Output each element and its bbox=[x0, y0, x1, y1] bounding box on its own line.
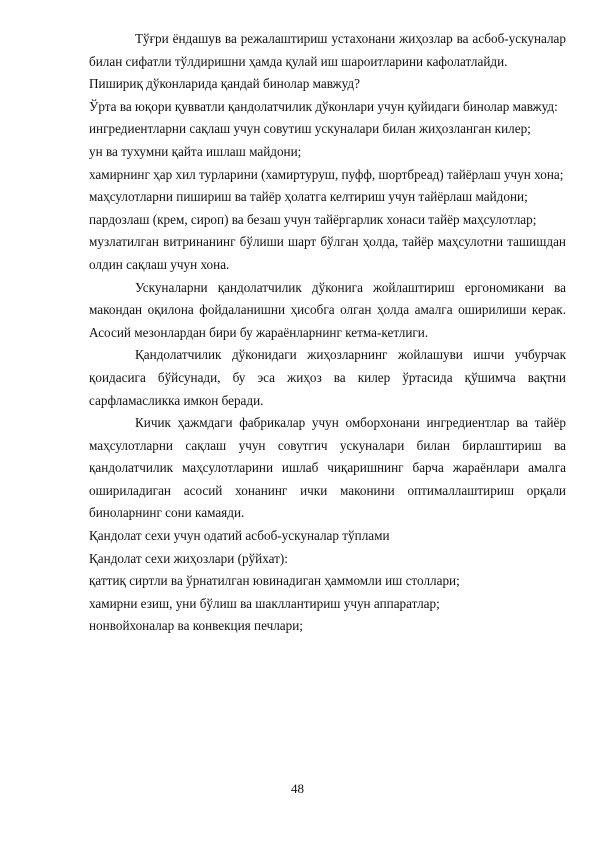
paragraph-ergonomics: Ускуналарни қандолатчилик дўконига жойлаштириш ергономикани ва макондан оқилона фойдаланишни ҳисобга олган ҳолда амалга оширилиши керак. Асосий мезонлардан бири бу жараёнларнинг кетма-кетлиги. bbox=[89, 279, 566, 340]
section-heading: Қандолат сехи учун одатий асбоб-ускуналар тўплами bbox=[89, 528, 390, 544]
list-item: ингредиентларни сақлаш учун совутиш ускуналари билан жиҳозланган килер; bbox=[89, 121, 531, 137]
list-item: пардозлаш (крем, сироп) ва безаш учун тайёргарлик хонаси тайёр маҳсулотлар; bbox=[89, 211, 537, 227]
list-heading: Қандолат сехи жиҳозлари (рўйхат): bbox=[89, 550, 288, 566]
list-item: нонвойхоналар ва конвекция печлари; bbox=[89, 618, 303, 634]
list-item: хамирни езиш, уни бўлиш ва шакллантириш учун аппаратлар; bbox=[89, 595, 440, 611]
paragraph-triangle-rule: Қандолатчилик дўконидаги жиҳозларнинг жойлашуви ишчи учбурчак қоидасига бўйсунади, бу эса жиҳоз ва килер ўртасида қўшимча вақтни сарфламасликка имкон беради. bbox=[89, 347, 566, 408]
question-heading: Пишириқ дўконларида қандай бинолар мавжуд? bbox=[89, 76, 360, 92]
list-item: ун ва тухумни қайта ишлаш майдони; bbox=[89, 143, 302, 159]
list-item: маҳсулотларни пишириш ва тайёр ҳолатга келтириш учун тайёрлаш майдони; bbox=[89, 189, 528, 205]
list-item: хамирнинг ҳар хил турларини (хамиртуруш, пуфф, шортбреад) тайёрлаш учун хона; bbox=[89, 166, 564, 182]
page-body bbox=[89, 28, 566, 638]
paragraph-small-factories: Кичик ҳажмдаги фабрикалар учун омборхонани ингредиентлар ва тайёр маҳсулотларни сақлаш учун совутгич ускуналари билан бирлаштириш ва қандолатчилик маҳсулотларини ишлаб чиқаришнинг барча жараёнлари амалга ошириладиган асосий хонанинг ички маконини оптималлаштириш орқали биноларнинг сони камаяди. bbox=[89, 415, 566, 521]
list-item: музлатилган витринанинг бўлиши шарт бўлган ҳолда, тайёр маҳсулотни ташишдан олдин сақлаш учун хона. bbox=[89, 234, 566, 272]
paragraph-buildings: Ўрта ва юқори қувватли қандолатчилик дўконлари учун қуйидаги бинолар мавжуд: bbox=[89, 98, 558, 114]
list-item: қаттиқ сиртли ва ўрнатилган ювинадиган ҳаммомли иш столлари; bbox=[89, 573, 460, 589]
paragraph-intro: Тўғри ёндашув ва режалаштириш устахонани жиҳозлар ва асбоб-ускуналар билан сифатли тўлдиришни ҳамда қулай иш шароитларини кафолатлайди. bbox=[89, 31, 566, 69]
page-number: 48 bbox=[291, 781, 304, 796]
